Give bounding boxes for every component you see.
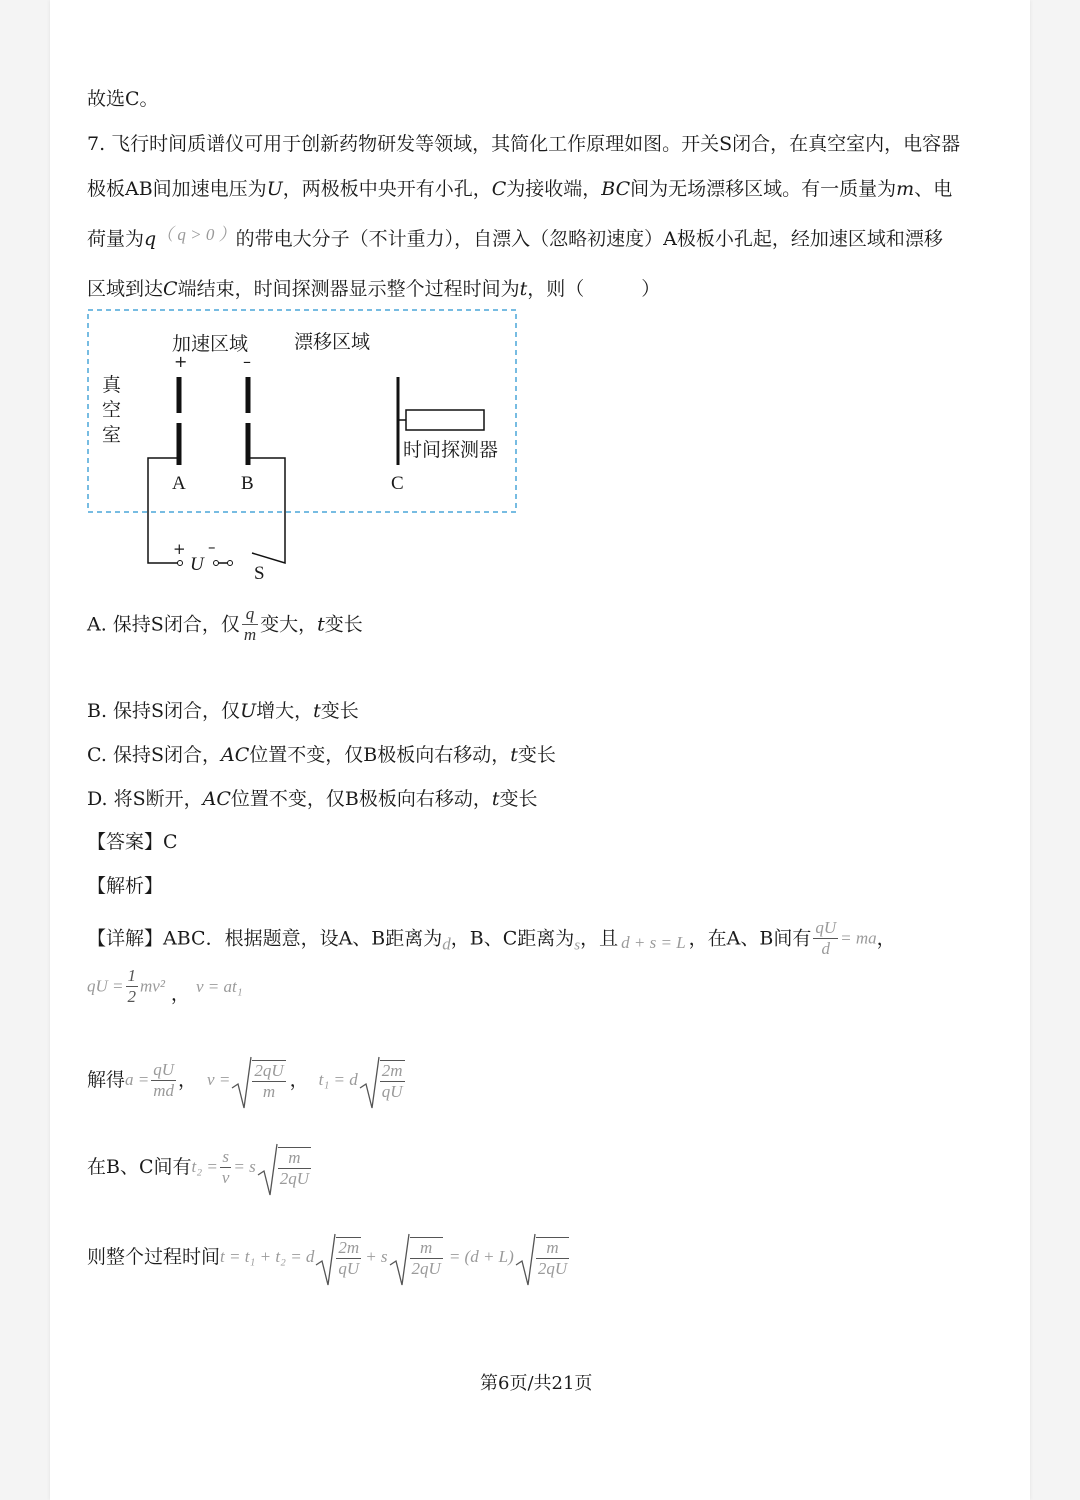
previous-conclusion: 故选C。: [87, 88, 159, 110]
detail-line-2: qU = $\frac{1}{2}$ mv² ， v = at₁: [87, 966, 243, 1006]
vacuum-chamber-label: 真 空 室: [102, 374, 122, 446]
sqrt-total-3: $\frac{m}{2qU}$: [514, 1235, 569, 1279]
terminal-minus: [214, 561, 219, 566]
plate-b-label: B: [241, 473, 254, 494]
accel-region-label: 加速区域: [172, 333, 249, 355]
detail-line-5: 则整个过程时间t = t₁ + t₂ = d $\frac{2m}{qU}$ + s $\frac{m}{2qU}$ = (d + L) $\frac{m}{2qU}$: [87, 1235, 569, 1279]
detail-line-1: 【详解】ABC．根据题意，设A、B距离为d，B、C距离为$_s$，且 d + s = L ，在A、B间有 $\frac{qU}{d}$ = ma，: [87, 918, 896, 958]
sqrt-t1: $\frac{2m}{qU}$: [358, 1058, 405, 1102]
sqrt-total-2: $\frac{m}{2qU}$: [388, 1235, 443, 1279]
plate-c-label: C: [391, 473, 404, 494]
option-c: C. 保持S闭合，AC位置不变，仅B极板向右移动，t变长: [87, 744, 556, 766]
source-voltage-label: U: [190, 554, 204, 575]
question-line-4: 区域到达C端结束，时间探测器显示整个过程时间为t，则（ ）: [87, 278, 661, 300]
source-plus-sign: +: [173, 540, 186, 558]
source-minus-sign: –: [208, 538, 216, 556]
terminal-plus: [178, 561, 183, 566]
time-detector-label: 时间探测器: [403, 439, 499, 461]
option-a: A. 保持S闭合，仅 $\frac{q}{m}$ 变大，t变长: [87, 604, 363, 644]
page-footer: 第6页/共21页: [480, 1373, 593, 1394]
plate-a-plus-sign: +: [174, 352, 188, 371]
detail-line-3: 解得a = $\frac{qU}{md}$ ， v = $\frac{2qU}{m}$ ， t₁ = d $\frac{2m}{qU}$: [87, 1058, 405, 1102]
question-line-3: 荷量为q（ q > 0 ）的带电大分子（不计重力），自漂入（忽略初速度）A极板小孔起，经加速区域和漂移: [87, 225, 943, 250]
document-page: [50, 0, 1030, 1500]
option-d: D. 将S断开，AC位置不变，仅B极板向右移动，t变长: [87, 788, 538, 810]
plate-b-minus-sign: –: [243, 352, 251, 371]
question-line-2: 极板AB间加速电压为U，两极板中央开有小孔，C为接收端，BC间为无场漂移区域。有一质量为m、电: [87, 178, 953, 200]
option-b: B. 保持S闭合，仅U增大，t变长: [87, 700, 359, 722]
time-detector-box: [406, 410, 484, 430]
sqrt-t2: $\frac{m}{2qU}$: [256, 1145, 311, 1189]
sqrt-total-1: $\frac{2m}{qU}$: [314, 1235, 361, 1279]
detail-line-4: 在B、C间有t₂ = $\frac{s}{v}$ = s $\frac{m}{2qU}$: [87, 1145, 311, 1189]
switch-label: S: [254, 563, 265, 584]
answer: 【答案】C: [87, 831, 178, 853]
drift-region-label: 漂移区域: [294, 331, 371, 353]
sqrt-v: $\frac{2qU}{m}$: [230, 1058, 285, 1102]
plate-a-label: A: [172, 473, 186, 494]
analysis-title: 【解析】: [87, 875, 164, 897]
switch-pivot: [228, 561, 233, 566]
question-line-1: 7. 飞行时间质谱仪可用于创新药物研发等领域，其简化工作原理如图。开关S闭合，在真空室内，电容器: [87, 133, 961, 155]
